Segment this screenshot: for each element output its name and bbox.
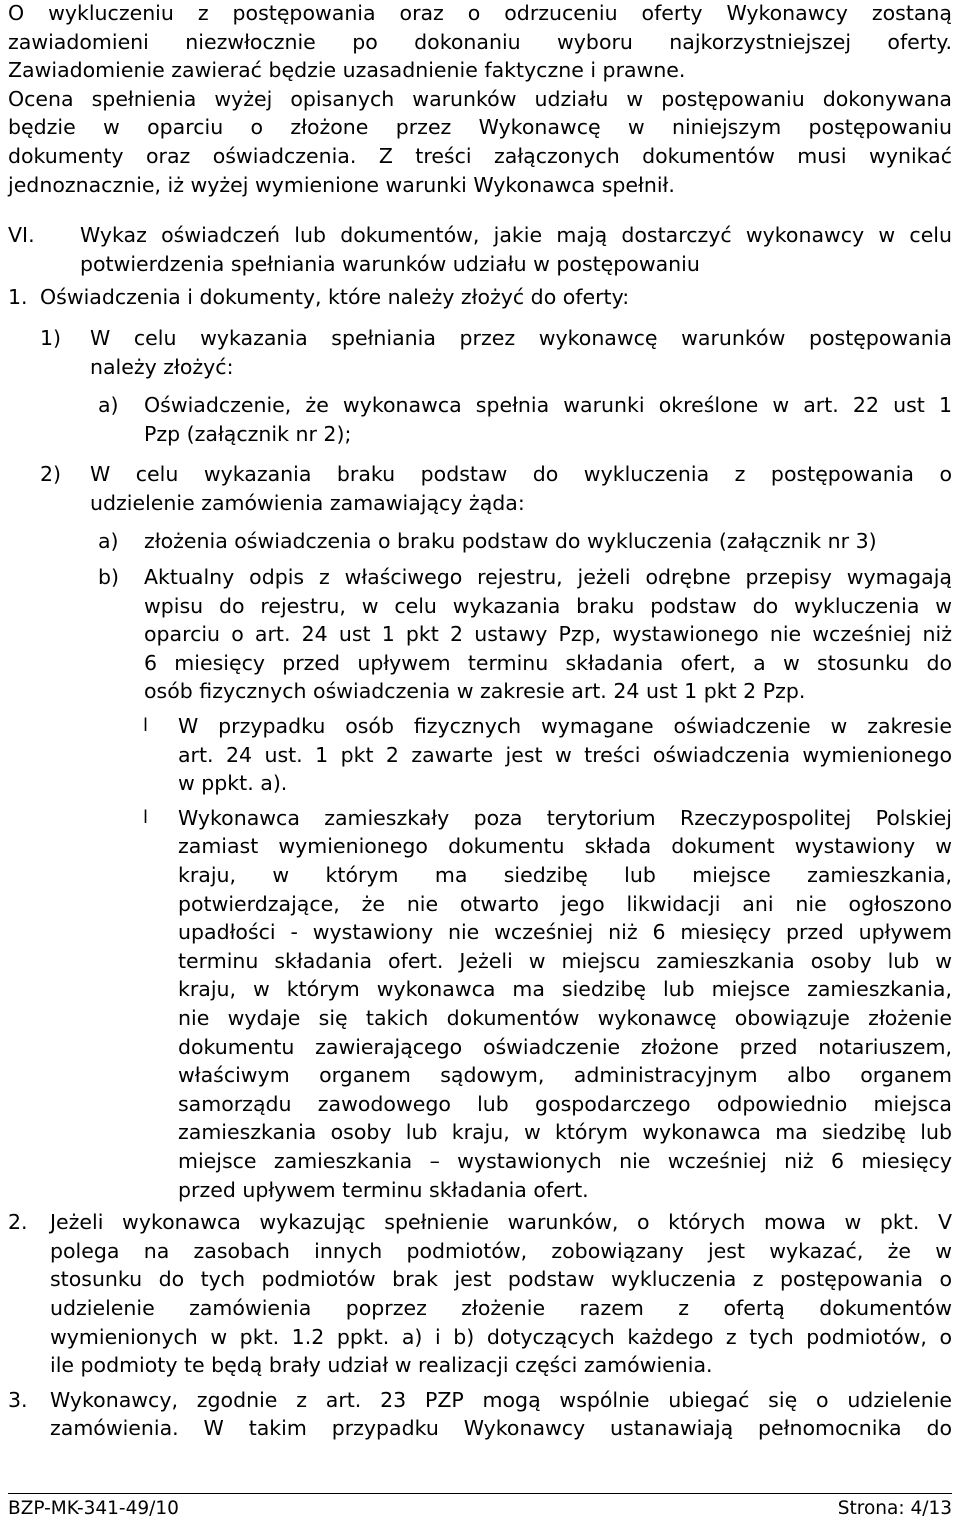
text-line: wpisu do rejestru, w celu wykazania braku podstaw do wykluczenia w <box>144 593 952 618</box>
text-line: miejsce zamieszkania – wystawionych nie wcześniej niż 6 miesięcy <box>178 1148 952 1173</box>
section-number: VI. <box>8 223 35 248</box>
text-line: Wykonawcy, zgodnie z art. 23 PZP mogą wspólnie ubiegać się o udzielenie <box>50 1387 952 1412</box>
text-line: samorządu zawodowego lub gospodarczego odpowiednio miejsca <box>178 1091 952 1116</box>
sub-item-1 <box>8 324 952 381</box>
text-line: stosunku do tych podmiotów brak jest podstaw wykluczenia z postępowania o <box>50 1267 952 1292</box>
text-line: terminu składania ofert. Jeżeli w miejscu zamieszkania osoby lub w <box>178 948 952 973</box>
sub-sub-item-2b <box>8 563 952 706</box>
text-line: Wykonawca zamieszkały poza terytorium Rzeczypospolitej Polskiej <box>178 805 952 830</box>
text-line: 6 miesięcy przed upływem terminu składania ofert, a w stosunku do <box>144 650 952 675</box>
section-title-line: Wykaz oświadczeń lub dokumentów, jakie mają dostarczyć wykonawcy w celu <box>80 223 952 248</box>
item-text: Oświadczenia i dokumenty, które należy złożyć do oferty: <box>40 285 630 310</box>
text-line: zamówienia. W takim przypadku Wykonawcy ustanawiają pełnomocnika do <box>50 1416 952 1441</box>
text-line: jednoznacznie, iż wyżej wymienione warunki Wykonawca spełnił. <box>8 172 675 197</box>
sub-sub-item-number: a) <box>98 393 119 418</box>
sub-item-2 <box>8 460 952 517</box>
list-item-3 <box>8 1386 952 1443</box>
bullet-item-1 <box>8 712 952 798</box>
text-line: W przypadku osób fizycznych wymagane oświadczenie w zakresie <box>178 714 952 739</box>
bullet-marker: l <box>143 715 149 737</box>
text-line: polega na zasobach innych podmiotów, zobowiązany jest wykazać, że w <box>50 1238 952 1263</box>
text-line: zamieszkania osoby lub kraju, w którym wykonawca ma siedzibę lub <box>178 1120 952 1145</box>
text-line: oparciu o art. 24 ust 1 pkt 2 ustawy Pzp, wystawionego nie wcześniej niż <box>144 622 952 647</box>
text-line: Zawiadomienie zawierać będzie uzasadnienie faktyczne i prawne. <box>8 58 686 83</box>
intro-paragraph-1 <box>8 0 952 85</box>
text-line: właściwym organem sądowym, administracyjnym albo organem <box>178 1063 952 1088</box>
text-line: przed upływem terminu składania ofert. <box>178 1177 589 1202</box>
text-line: potwierdzające, że nie otwarto jego likwidacji ani nie ogłoszono <box>178 891 952 916</box>
text-line: O wykluczeniu z postępowania oraz o odrzuceniu oferty Wykonawcy zostaną <box>8 1 952 25</box>
text-line: Oświadczenie, że wykonawca spełnia warunki określone w art. 22 ust 1 <box>144 393 952 418</box>
list-item-1 <box>8 283 952 312</box>
text-line: należy złożyć: <box>90 354 234 379</box>
text-line: W celu wykazania spełniania przez wykonawcę warunków postępowania <box>90 325 952 350</box>
footer-divider <box>8 1493 952 1494</box>
intro-paragraph-2 <box>8 85 952 199</box>
text-line: Aktualny odpis z właściwego rejestru, jeżeli odrębne przepisy wymagają <box>144 565 952 590</box>
text-line: upadłości - wystawiony nie wcześniej niż 6 miesięcy przed upływem <box>178 920 952 945</box>
sub-sub-item-number: a) <box>98 528 119 553</box>
text-line: Jeżeli wykonawca wykazując spełnienie warunków, o których mowa w pkt. V <box>50 1210 952 1235</box>
text-line: dokumentu zawierającego oświadczenie złożone przed notariuszem, <box>178 1034 952 1059</box>
bullet-marker: l <box>143 806 149 828</box>
sub-item-number: 1) <box>40 325 62 350</box>
item-number: 1. <box>8 285 28 310</box>
text-line: udzielenie zamówienia zamawiający żąda: <box>90 490 525 515</box>
text-line: nie wydaje się takich dokumentów wykonawcę obowiązuje złożenie <box>178 1006 952 1030</box>
section-title-line: potwierdzenia spełniania warunków udziału w postępowaniu <box>80 251 700 276</box>
bullet-item-2 <box>8 804 952 1204</box>
text-line: w ppkt. a). <box>178 771 288 796</box>
sub-item-number: 2) <box>40 462 62 487</box>
text-line: art. 24 ust. 1 pkt 2 zawarte jest w treści oświadczenia wymienionego <box>178 742 952 767</box>
text-line: złożenia oświadczenia o braku podstaw do wykluczenia (załącznik nr 3) <box>144 528 877 553</box>
text-line: dokumenty oraz oświadczenia. Z treści załączonych dokumentów musi wynikać <box>8 143 952 168</box>
text-line: osób fizycznych oświadczenia w zakresie art. 24 ust 1 pkt 2 Pzp. <box>144 679 806 704</box>
list-item-2 <box>8 1208 952 1380</box>
page-number: Strona: 4/13 <box>837 1498 952 1519</box>
section-vi-heading <box>8 221 952 278</box>
text-line: zawiadomieni niezwłocznie po dokonaniu wyboru najkorzystniejszej oferty. <box>8 29 952 54</box>
text-line: będzie w oparciu o złożone przez Wykonawcę w niniejszym postępowaniu <box>8 115 952 140</box>
text-line: Pzp (załącznik nr 2); <box>144 421 352 446</box>
text-line: ile podmioty te będą brały udział w realizacji części zamówienia. <box>50 1353 713 1378</box>
text-line: zamiast wymienionego dokumentu składa dokument wystawiony w <box>178 834 952 859</box>
text-line: W celu wykazania braku podstaw do wykluczenia z postępowania o <box>90 462 952 487</box>
item-number: 2. <box>8 1210 28 1235</box>
item-number: 3. <box>8 1387 28 1412</box>
text-line: udzielenie zamówienia poprzez złożenie razem z ofertą dokumentów <box>50 1295 952 1320</box>
document-page <box>8 0 952 1519</box>
sub-sub-item-number: b) <box>98 565 120 590</box>
text-line: kraju, w którym ma siedzibę lub miejsce zamieszkania, <box>178 863 952 888</box>
text-line: wymienionych w pkt. 1.2 ppkt. a) i b) dotyczących każdego z tych podmiotów, o <box>50 1324 952 1349</box>
text-line: Ocena spełnienia wyżej opisanych warunków udziału w postępowaniu dokonywana <box>8 86 952 111</box>
sub-sub-item-1a <box>8 391 952 448</box>
text-line: kraju, w którym wykonawca ma siedzibę lub miejsce zamieszkania, <box>178 977 952 1002</box>
sub-sub-item-2a <box>8 527 952 556</box>
document-reference: BZP-MK-341-49/10 <box>8 1498 179 1519</box>
